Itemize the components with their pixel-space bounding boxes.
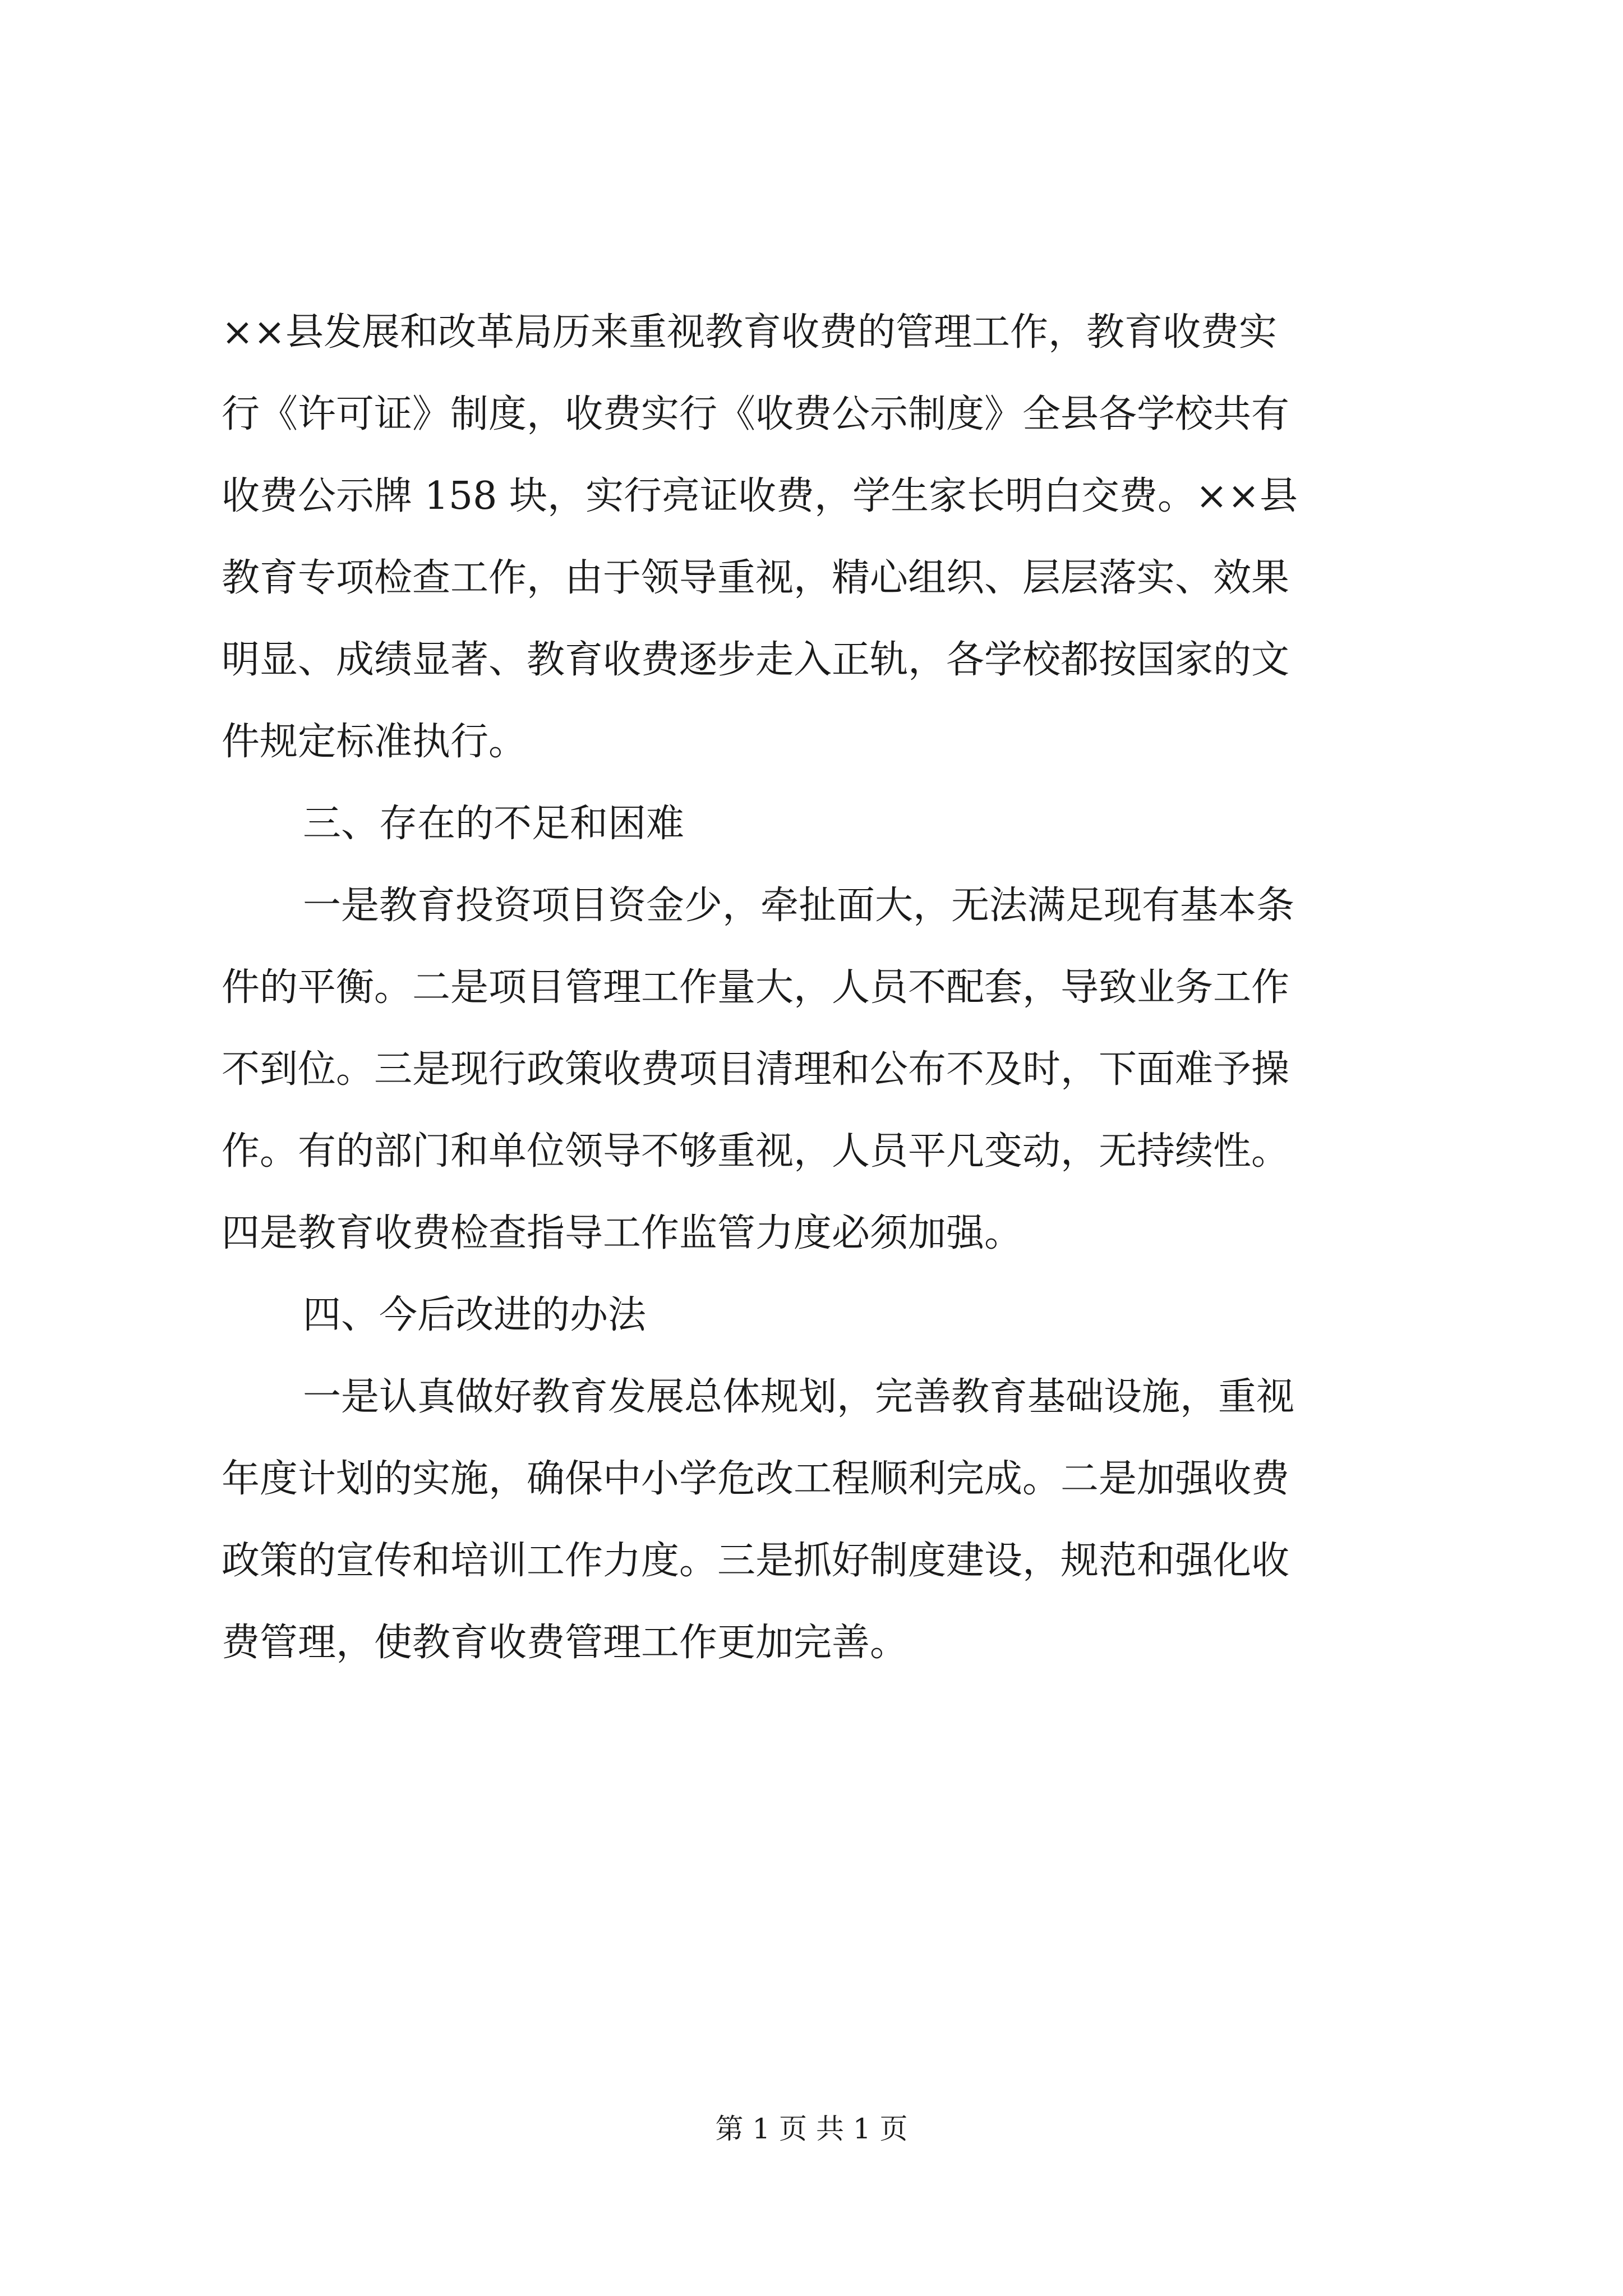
paragraph-line: 一是教育投资项目资金少，牵扯面大，无法满足现有基本条: [303, 884, 1295, 928]
paragraph-line: 一是认真做好教育发展总体规划，完善教育基础设施，重视: [303, 1375, 1295, 1419]
section-heading: 四、今后改进的办法: [303, 1293, 647, 1337]
paragraph-line: 件规定标准执行。: [222, 720, 527, 764]
document-body: [222, 292, 1444, 1684]
section-heading: 三、存在的不足和困难: [303, 802, 685, 846]
paragraph-line: 明显、成绩显著、教育收费逐步走入正轨，各学校都按国家的文: [222, 638, 1290, 682]
paragraph-line: 件的平衡。二是项目管理工作量大，人员不配套，导致业务工作: [222, 965, 1290, 1010]
page-number-footer: 第 1 页 共 1 页: [715, 2113, 908, 2145]
paragraph-line: 不到位。三是现行政策收费项目清理和公布不及时，下面难予操: [222, 1047, 1290, 1092]
paragraph-line: 年度计划的实施，确保中小学危改工程顺利完成。二是加强收费: [222, 1457, 1290, 1501]
paragraph-line: 政策的宣传和培训工作力度。三是抓好制度建设，规范和强化收: [222, 1539, 1290, 1583]
paragraph-line: 四是教育收费检查指导工作监管力度必须加强。: [222, 1211, 1023, 1255]
paragraph-line: 教育专项检查工作，由于领导重视，精心组织、层层落实、效果: [222, 556, 1290, 600]
paragraph-line: 作。有的部门和单位领导不够重视，人员平凡变动，无持续性。: [222, 1129, 1290, 1174]
paragraph-line: ××县发展和改革局历来重视教育收费的管理工作，教育收费实: [222, 310, 1277, 355]
paragraph-line: 收费公示牌 158 块，实行亮证收费，学生家长明白交费。××县: [222, 474, 1298, 518]
paragraph-line: 行《许可证》制度，收费实行《收费公示制度》全县各学校共有: [222, 392, 1290, 436]
paragraph-line: 费管理，使教育收费管理工作更加完善。: [222, 1621, 909, 1665]
